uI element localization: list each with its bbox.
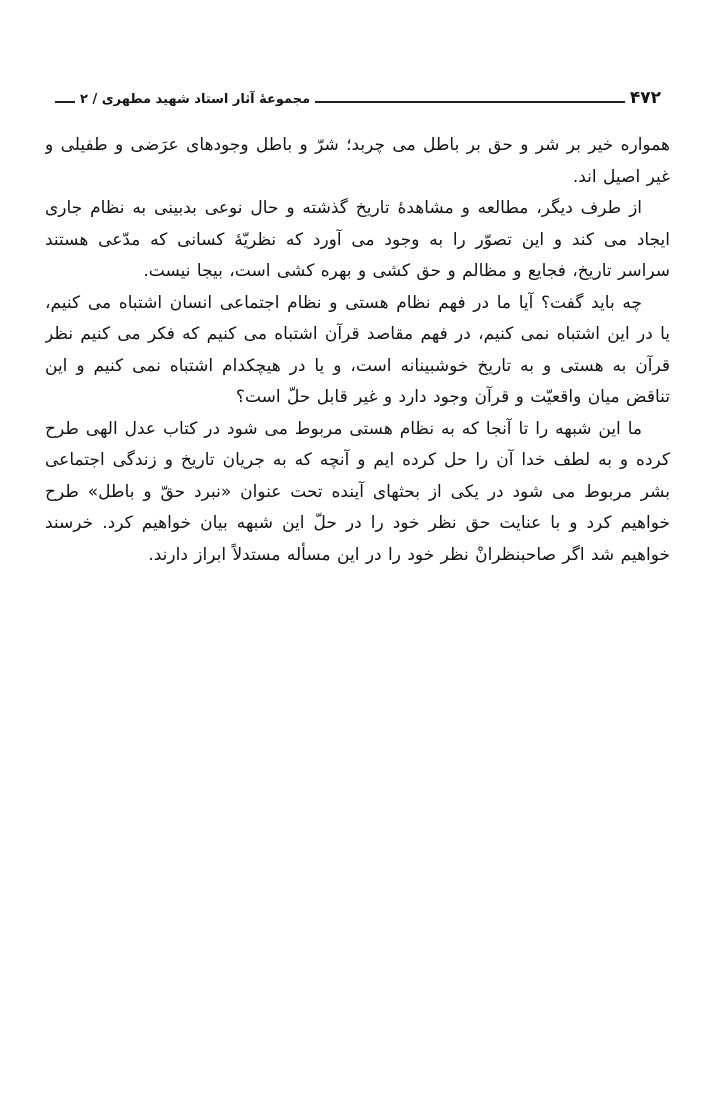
page-body: [45, 130, 670, 571]
text-line: از طرف دیگر، مطالعه و مشاهدهٔ تاریخ گذشته و حال نوعی بدبینی به نظام جاری: [45, 198, 642, 218]
text-line: قرآن به هستی و به تاریخ خوشبینانه است، و یا در هیچکدام اشتباه نمی کنیم و این: [45, 355, 670, 376]
text-line: همواره خیر بر شر و حق بر باطل می چربد؛ شرّ و باطل وجودهای عرَضی و طفیلی و: [45, 135, 670, 155]
header-rule: [315, 101, 625, 103]
text-line: یا در این اشتباه نمی کنیم، در فهم مقاصد قرآن اشتباه می کنیم که فکر می کنیم نظر: [45, 324, 670, 344]
text-line: تناقض میان واقعیّت و قرآن وجود دارد و غیر قابل حلّ است؟: [235, 387, 670, 407]
text-line: چه باید گفت؟ آیا ما در فهم نظام هستی و نظام اجتماعی انسان اشتباه می کنیم،: [45, 292, 642, 313]
text-line: سراسر تاریخ، فجایع و مظالم و حق کشی و بهره کشی است، بیجا نیست.: [143, 261, 670, 281]
text-line: خواهیم کرد و با عنایت حق نظر خود را در حلّ این شبهه بیان خواهیم کرد. خرسند: [45, 513, 670, 533]
text-line: خواهیم شد اگر صاحبنظرانْ نظر خود را در این مسأله مستدلاً ابراز دارند.: [148, 544, 670, 565]
text-line: کرده و به لطف خدا آن را حل کرده ایم و آنچه که به جریان تاریخ و زندگی اجتماعی: [45, 450, 670, 470]
text-line: ایجاد می کند و این تصوّر را به وجود می آورد که نظریّهٔ کسانی که مدّعی هستند: [45, 229, 670, 250]
page-header: [55, 86, 661, 114]
book-title: مجموعهٔ آثار استاد شهید مطهری / ۲: [80, 91, 311, 107]
text-line: ما این شبهه را تا آنجا که به نظام هستی مربوط می شود در کتاب عدل الهی طرح: [45, 418, 642, 439]
text-line: غیر اصیل اند.: [572, 166, 670, 187]
header-rule-stub: [55, 101, 75, 103]
text-line: بشر مربوط می شود در یکی از بحثهای آینده تحت عنوان «نبرد حقّ و باطل» طرح: [45, 481, 670, 502]
page-number: ۴۷۲: [629, 87, 661, 108]
